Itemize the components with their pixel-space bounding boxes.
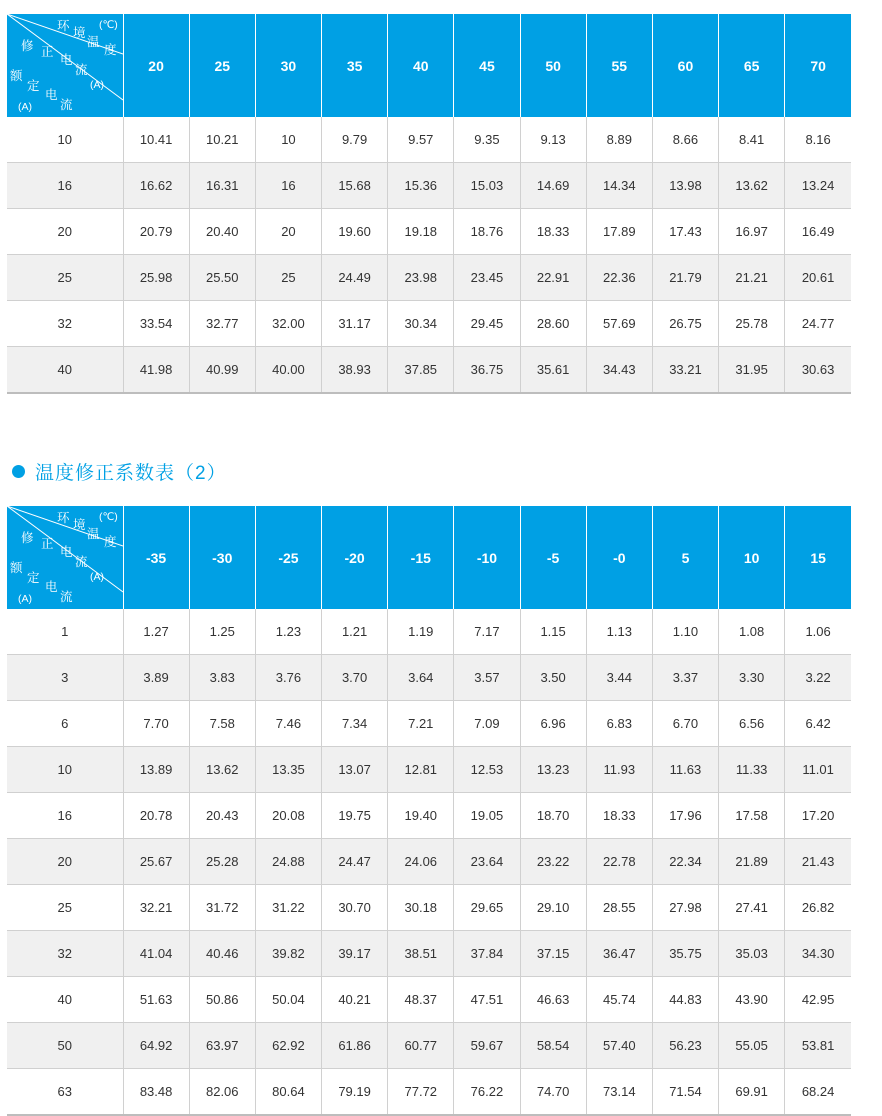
env-temp-label-char: 温: [87, 35, 100, 49]
correction-value-cell: 37.85: [388, 347, 454, 394]
correction-value-cell: 27.98: [652, 885, 718, 931]
correction-value-cell: 18.33: [520, 209, 586, 255]
correction-value-cell: 58.54: [520, 1023, 586, 1069]
correction-value-cell: 23.64: [454, 839, 520, 885]
env-temp-label-char: 度: [104, 43, 117, 57]
rated-current-cell: 25: [7, 255, 123, 301]
rated-current-cell: 1: [7, 609, 123, 655]
correction-value-cell: 7.17: [454, 609, 520, 655]
env-temp-label-char: 度: [104, 535, 117, 549]
temperature-header-cell: 35: [322, 14, 388, 117]
correction-value-cell: 19.60: [322, 209, 388, 255]
temperature-header-cell: -5: [520, 506, 586, 609]
correction-value-cell: 13.98: [652, 163, 718, 209]
correction-value-cell: 36.75: [454, 347, 520, 394]
correction-value-cell: 22.36: [586, 255, 652, 301]
correction-value-cell: 40.46: [189, 931, 255, 977]
temperature-header-cell: -30: [189, 506, 255, 609]
correction-value-cell: 31.17: [322, 301, 388, 347]
rated-current-cell: 25: [7, 885, 123, 931]
correction-value-cell: 37.15: [520, 931, 586, 977]
rated-current-label-char: 电: [45, 88, 58, 102]
correction-value-cell: 17.58: [719, 793, 785, 839]
correction-value-cell: 20.79: [123, 209, 189, 255]
temperature-header-cell: 70: [785, 14, 851, 117]
correction-value-cell: 40.99: [189, 347, 255, 394]
correction-value-cell: 13.23: [520, 747, 586, 793]
correction-value-cell: 25.98: [123, 255, 189, 301]
correction-value-cell: 15.03: [454, 163, 520, 209]
correction-value-cell: 7.09: [454, 701, 520, 747]
correction-value-cell: 38.93: [322, 347, 388, 394]
temperature-header-cell: -35: [123, 506, 189, 609]
correction-value-cell: 12.81: [388, 747, 454, 793]
correction-current-label-char: 流: [75, 555, 88, 569]
correction-value-cell: 9.35: [454, 117, 520, 163]
correction-value-cell: 20.40: [189, 209, 255, 255]
correction-value-cell: 6.42: [785, 701, 851, 747]
correction-value-cell: 9.57: [388, 117, 454, 163]
table-row: [7, 1023, 851, 1069]
correction-value-cell: 39.17: [322, 931, 388, 977]
correction-value-cell: 3.76: [255, 655, 321, 701]
table-row: [7, 255, 851, 301]
correction-value-cell: 20.61: [785, 255, 851, 301]
correction-value-cell: 35.03: [719, 931, 785, 977]
correction-value-cell: 55.05: [719, 1023, 785, 1069]
temperature-header-cell: 10: [719, 506, 785, 609]
correction-value-cell: 7.46: [255, 701, 321, 747]
correction-value-cell: 27.41: [719, 885, 785, 931]
correction-current-label-char: 电: [60, 545, 73, 559]
correction-value-cell: 30.63: [785, 347, 851, 394]
correction-value-cell: 17.20: [785, 793, 851, 839]
temperature-header-cell: -15: [388, 506, 454, 609]
correction-value-cell: 16.31: [189, 163, 255, 209]
correction-value-cell: 41.98: [123, 347, 189, 394]
correction-value-cell: 50.04: [255, 977, 321, 1023]
rated-current-label-char: 电: [45, 580, 58, 594]
correction-value-cell: 39.82: [255, 931, 321, 977]
correction-value-cell: 17.96: [652, 793, 718, 839]
correction-value-cell: 40.21: [322, 977, 388, 1023]
env-temp-label-char: 境: [73, 26, 86, 40]
bullet-icon: [12, 465, 25, 478]
correction-value-cell: 8.41: [719, 117, 785, 163]
rated-current-cell: 20: [7, 839, 123, 885]
correction-value-cell: 3.37: [652, 655, 718, 701]
rated-current-cell: 63: [7, 1069, 123, 1116]
correction-value-cell: 14.34: [586, 163, 652, 209]
correction-value-cell: 30.34: [388, 301, 454, 347]
correction-value-cell: 29.45: [454, 301, 520, 347]
correction-value-cell: 26.82: [785, 885, 851, 931]
correction-value-cell: 18.33: [586, 793, 652, 839]
rated-current-label-char: 流: [60, 98, 73, 112]
correction-value-cell: 24.88: [255, 839, 321, 885]
header-row: [7, 14, 851, 117]
env-temp-unit: (℃): [99, 19, 118, 31]
correction-value-cell: 28.60: [520, 301, 586, 347]
correction-value-cell: 34.30: [785, 931, 851, 977]
correction-value-cell: 1.10: [652, 609, 718, 655]
correction-value-cell: 3.22: [785, 655, 851, 701]
temperature-correction-table-2: [7, 506, 851, 1116]
correction-value-cell: 16.97: [719, 209, 785, 255]
temperature-header-cell: 55: [586, 14, 652, 117]
correction-value-cell: 21.79: [652, 255, 718, 301]
correction-value-cell: 76.22: [454, 1069, 520, 1116]
correction-value-cell: 13.62: [719, 163, 785, 209]
correction-value-cell: 20.08: [255, 793, 321, 839]
correction-value-cell: 24.06: [388, 839, 454, 885]
correction-value-cell: 82.06: [189, 1069, 255, 1116]
rated-current-cell: 10: [7, 747, 123, 793]
correction-value-cell: 13.89: [123, 747, 189, 793]
correction-value-cell: 51.63: [123, 977, 189, 1023]
temperature-header-cell: 50: [520, 14, 586, 117]
rated-current-unit: (A): [18, 101, 32, 113]
correction-value-cell: 31.95: [719, 347, 785, 394]
correction-current-label-char: 修: [21, 531, 34, 545]
temperature-header-cell: -25: [255, 506, 321, 609]
correction-value-cell: 20: [255, 209, 321, 255]
correction-value-cell: 29.10: [520, 885, 586, 931]
correction-value-cell: 3.89: [123, 655, 189, 701]
temperature-header-cell: 30: [255, 14, 321, 117]
temperature-header-cell: 25: [189, 14, 255, 117]
correction-value-cell: 6.70: [652, 701, 718, 747]
correction-value-cell: 21.89: [719, 839, 785, 885]
correction-value-cell: 22.78: [586, 839, 652, 885]
correction-value-cell: 24.49: [322, 255, 388, 301]
correction-value-cell: 3.57: [454, 655, 520, 701]
correction-value-cell: 63.97: [189, 1023, 255, 1069]
correction-value-cell: 80.64: [255, 1069, 321, 1116]
section-title-text: 温度修正系数表（2）: [35, 462, 227, 484]
table-row: [7, 793, 851, 839]
correction-value-cell: 31.72: [189, 885, 255, 931]
correction-value-cell: 57.69: [586, 301, 652, 347]
correction-value-cell: 3.50: [520, 655, 586, 701]
table-row: [7, 347, 851, 394]
temperature-header-cell: -10: [454, 506, 520, 609]
correction-current-label-char: 电: [60, 53, 73, 67]
rated-current-cell: 40: [7, 977, 123, 1023]
rated-current-cell: 32: [7, 931, 123, 977]
table-row: [7, 977, 851, 1023]
correction-value-cell: 64.92: [123, 1023, 189, 1069]
rated-current-cell: 16: [7, 163, 123, 209]
correction-value-cell: 9.13: [520, 117, 586, 163]
table-row: [7, 1069, 851, 1116]
correction-value-cell: 20.78: [123, 793, 189, 839]
env-temp-label-char: 温: [87, 527, 100, 541]
header-row: [7, 506, 851, 609]
table-row: [7, 117, 851, 163]
correction-value-cell: 9.79: [322, 117, 388, 163]
correction-value-cell: 74.70: [520, 1069, 586, 1116]
correction-value-cell: 68.24: [785, 1069, 851, 1116]
correction-value-cell: 28.55: [586, 885, 652, 931]
correction-value-cell: 3.70: [322, 655, 388, 701]
correction-value-cell: 19.40: [388, 793, 454, 839]
correction-value-cell: 25.50: [189, 255, 255, 301]
correction-value-cell: 1.13: [586, 609, 652, 655]
rated-current-cell: 32: [7, 301, 123, 347]
correction-value-cell: 15.36: [388, 163, 454, 209]
correction-value-cell: 26.75: [652, 301, 718, 347]
rated-current-label-char: 定: [27, 79, 40, 93]
correction-value-cell: 79.19: [322, 1069, 388, 1116]
correction-value-cell: 30.70: [322, 885, 388, 931]
correction-value-cell: 18.70: [520, 793, 586, 839]
correction-value-cell: 1.27: [123, 609, 189, 655]
rated-current-cell: 10: [7, 117, 123, 163]
correction-value-cell: 19.18: [388, 209, 454, 255]
correction-value-cell: 47.51: [454, 977, 520, 1023]
table-row: [7, 301, 851, 347]
correction-value-cell: 46.63: [520, 977, 586, 1023]
table-row: [7, 655, 851, 701]
correction-value-cell: 33.54: [123, 301, 189, 347]
table-row: [7, 885, 851, 931]
correction-value-cell: 10.21: [189, 117, 255, 163]
diagonal-header-cell: [7, 506, 123, 609]
temperature-header-cell: 15: [785, 506, 851, 609]
correction-value-cell: 19.05: [454, 793, 520, 839]
correction-value-cell: 32.77: [189, 301, 255, 347]
correction-value-cell: 73.14: [586, 1069, 652, 1116]
correction-value-cell: 61.86: [322, 1023, 388, 1069]
correction-value-cell: 24.77: [785, 301, 851, 347]
temperature-header-cell: 20: [123, 14, 189, 117]
correction-value-cell: 50.86: [189, 977, 255, 1023]
correction-value-cell: 14.69: [520, 163, 586, 209]
correction-value-cell: 6.96: [520, 701, 586, 747]
correction-value-cell: 25.28: [189, 839, 255, 885]
correction-value-cell: 21.21: [719, 255, 785, 301]
correction-value-cell: 1.19: [388, 609, 454, 655]
correction-current-label-char: 正: [41, 537, 54, 551]
temperature-header-cell: 40: [388, 14, 454, 117]
correction-value-cell: 62.92: [255, 1023, 321, 1069]
temperature-header-cell: -0: [586, 506, 652, 609]
rated-current-cell: 3: [7, 655, 123, 701]
table-row: [7, 163, 851, 209]
table-row: [7, 209, 851, 255]
correction-value-cell: 8.16: [785, 117, 851, 163]
correction-value-cell: 13.24: [785, 163, 851, 209]
correction-value-cell: 24.47: [322, 839, 388, 885]
correction-value-cell: 17.89: [586, 209, 652, 255]
correction-value-cell: 57.40: [586, 1023, 652, 1069]
temperature-header-cell: 5: [652, 506, 718, 609]
diagonal-header-cell: [7, 14, 123, 117]
correction-value-cell: 71.54: [652, 1069, 718, 1116]
rated-current-label-char: 额: [10, 69, 23, 83]
correction-value-cell: 25: [255, 255, 321, 301]
temperature-header-cell: -20: [322, 506, 388, 609]
correction-value-cell: 23.22: [520, 839, 586, 885]
correction-value-cell: 18.76: [454, 209, 520, 255]
correction-value-cell: 8.66: [652, 117, 718, 163]
correction-value-cell: 33.21: [652, 347, 718, 394]
temperature-header-cell: 60: [652, 14, 718, 117]
correction-value-cell: 11.63: [652, 747, 718, 793]
correction-value-cell: 22.91: [520, 255, 586, 301]
correction-value-cell: 16: [255, 163, 321, 209]
correction-value-cell: 13.35: [255, 747, 321, 793]
correction-value-cell: 6.83: [586, 701, 652, 747]
correction-value-cell: 15.68: [322, 163, 388, 209]
correction-value-cell: 37.84: [454, 931, 520, 977]
correction-value-cell: 34.43: [586, 347, 652, 394]
correction-value-cell: 16.49: [785, 209, 851, 255]
table-row: [7, 839, 851, 885]
correction-current-label-char: 流: [75, 63, 88, 77]
correction-value-cell: 13.07: [322, 747, 388, 793]
temperature-correction-table-1: [7, 14, 851, 394]
correction-value-cell: 10.41: [123, 117, 189, 163]
correction-value-cell: 3.83: [189, 655, 255, 701]
correction-value-cell: 11.01: [785, 747, 851, 793]
correction-current-label-char: 修: [21, 39, 34, 53]
correction-value-cell: 3.44: [586, 655, 652, 701]
table-row: [7, 701, 851, 747]
correction-value-cell: 7.21: [388, 701, 454, 747]
correction-value-cell: 36.47: [586, 931, 652, 977]
correction-value-cell: 17.43: [652, 209, 718, 255]
correction-value-cell: 41.04: [123, 931, 189, 977]
correction-value-cell: 6.56: [719, 701, 785, 747]
temperature-header-cell: 45: [454, 14, 520, 117]
correction-value-cell: 7.70: [123, 701, 189, 747]
correction-value-cell: 19.75: [322, 793, 388, 839]
correction-value-cell: 42.95: [785, 977, 851, 1023]
correction-value-cell: 44.83: [652, 977, 718, 1023]
correction-value-cell: 77.72: [388, 1069, 454, 1116]
env-temp-label-char: 环: [57, 511, 70, 525]
correction-value-cell: 3.30: [719, 655, 785, 701]
correction-value-cell: 11.93: [586, 747, 652, 793]
correction-value-cell: 1.08: [719, 609, 785, 655]
correction-value-cell: 32.00: [255, 301, 321, 347]
correction-value-cell: 43.90: [719, 977, 785, 1023]
correction-value-cell: 1.25: [189, 609, 255, 655]
correction-value-cell: 69.91: [719, 1069, 785, 1116]
correction-value-cell: 10: [255, 117, 321, 163]
correction-value-cell: 56.23: [652, 1023, 718, 1069]
correction-value-cell: 31.22: [255, 885, 321, 931]
rated-current-label-char: 定: [27, 571, 40, 585]
correction-value-cell: 13.62: [189, 747, 255, 793]
correction-value-cell: 83.48: [123, 1069, 189, 1116]
rated-current-cell: 6: [7, 701, 123, 747]
correction-value-cell: 7.34: [322, 701, 388, 747]
correction-value-cell: 8.89: [586, 117, 652, 163]
rated-current-label-char: 额: [10, 561, 23, 575]
correction-value-cell: 7.58: [189, 701, 255, 747]
correction-value-cell: 12.53: [454, 747, 520, 793]
correction-value-cell: 59.67: [454, 1023, 520, 1069]
correction-value-cell: 1.23: [255, 609, 321, 655]
table-row: [7, 609, 851, 655]
rated-current-cell: 40: [7, 347, 123, 394]
correction-value-cell: 48.37: [388, 977, 454, 1023]
rated-current-label-char: 流: [60, 590, 73, 604]
rated-current-cell: 50: [7, 1023, 123, 1069]
correction-value-cell: 60.77: [388, 1023, 454, 1069]
correction-value-cell: 29.65: [454, 885, 520, 931]
correction-current-label-char: 正: [41, 45, 54, 59]
env-temp-unit: (℃): [99, 511, 118, 523]
env-temp-label-char: 环: [57, 19, 70, 33]
correction-value-cell: 35.75: [652, 931, 718, 977]
correction-value-cell: 25.67: [123, 839, 189, 885]
correction-current-unit: (A): [90, 571, 104, 583]
correction-value-cell: 23.45: [454, 255, 520, 301]
correction-value-cell: 1.15: [520, 609, 586, 655]
env-temp-label-char: 境: [73, 518, 86, 532]
correction-value-cell: 32.21: [123, 885, 189, 931]
correction-value-cell: 23.98: [388, 255, 454, 301]
correction-value-cell: 45.74: [586, 977, 652, 1023]
correction-value-cell: 1.21: [322, 609, 388, 655]
correction-value-cell: 25.78: [719, 301, 785, 347]
correction-value-cell: 38.51: [388, 931, 454, 977]
correction-value-cell: 53.81: [785, 1023, 851, 1069]
temperature-header-cell: 65: [719, 14, 785, 117]
correction-value-cell: 20.43: [189, 793, 255, 839]
section-title-2: [12, 458, 227, 484]
table-row: [7, 747, 851, 793]
correction-value-cell: 30.18: [388, 885, 454, 931]
correction-value-cell: 3.64: [388, 655, 454, 701]
correction-value-cell: 35.61: [520, 347, 586, 394]
table-row: [7, 931, 851, 977]
correction-value-cell: 1.06: [785, 609, 851, 655]
correction-value-cell: 40.00: [255, 347, 321, 394]
rated-current-cell: 20: [7, 209, 123, 255]
correction-value-cell: 16.62: [123, 163, 189, 209]
rated-current-unit: (A): [18, 593, 32, 605]
correction-value-cell: 11.33: [719, 747, 785, 793]
correction-current-unit: (A): [90, 79, 104, 91]
rated-current-cell: 16: [7, 793, 123, 839]
correction-value-cell: 22.34: [652, 839, 718, 885]
correction-value-cell: 21.43: [785, 839, 851, 885]
